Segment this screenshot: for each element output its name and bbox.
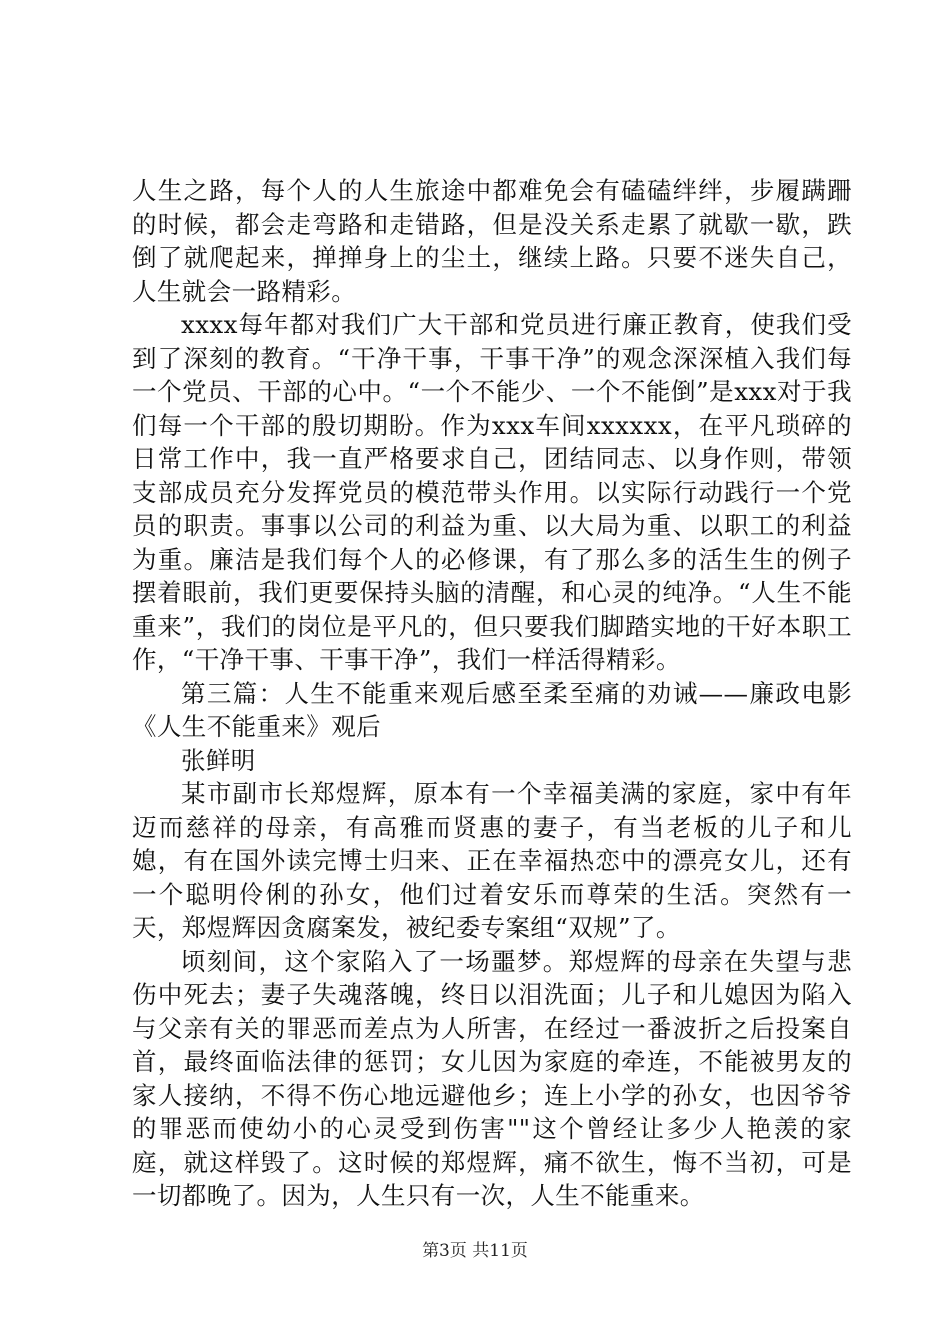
author-name: 张鲜明 (181, 745, 256, 775)
section-heading: 第三篇：人生不能重来观后感至柔至痛的劝诫——廉政电影《人生不能重来》观后 (132, 678, 852, 741)
paragraph-integrity-education: xxxx每年都对我们广大干部和党员进行廉正教育，使我们受到了深刻的教育。“干净干事，干事干净”的观念深深植入我们每一个党员、干部的心中。“一个不能少、一个不能倒”是xxx对于我们每一个干部的殷切期盼。作为xxx车间xxxxxx，在平凡琐碎的日常工作中，我一直严格要求自己，团结同志、以身作则，带领支部成员充分发挥党员的模范带头作用。以实际行动践行一个党员的职责。事事以公司的利益为重、以大局为重、以职工的利益为重。廉洁是我们每个人的必修课，有了那么多的活生生的例子摆着眼前，我们更要保持头脑的清醒，和心灵的纯净。“人生不能重来”，我们的岗位是平凡的，但只要我们脚踏实地的干好本职工作，“干净干事、干事干净”，我们一样活得精彩。 (132, 310, 852, 674)
paragraph-story-intro: 某市副市长郑煜辉，原本有一个幸福美满的家庭，家中有年迈而慈祥的母亲，有高雅而贤惠的妻子，有当老板的儿子和儿媳，有在国外读完博士归来、正在幸福热恋中的漂亮女儿，还有一个聪明伶俐的孙女，他们过着安乐而尊荣的生活。突然有一天，郑煜辉因贪腐案发，被纪委专案组“双规”了。 (132, 779, 852, 942)
paragraph-continuation: 人生之路，每个人的人生旅途中都难免会有磕磕绊绊，步履蹒跚的时候，都会走弯路和走错路，但是没关系走累了就歇一歇，跌倒了就爬起来，掸掸身上的尘土，继续上路。只要不迷失自己，人生就会一路精彩。 (132, 176, 852, 306)
page-number-footer: 第3页 共11页 (422, 1241, 528, 1261)
document-body (132, 174, 852, 1213)
paragraph-story-consequence: 顷刻间，这个家陷入了一场噩梦。郑煜辉的母亲在失望与悲伤中死去；妻子失魂落魄，终日以泪洗面；儿子和儿媳因为陷入与父亲有关的罪恶而差点为人所害，在经过一番波折之后投案自首，最终面临法律的惩罚；女儿因为家庭的牵连，不能被男友的家人接纳，不得不伤心地远避他乡；连上小学的孙女，也因爷爷的罪恶而使幼小的心灵受到伤害""这个曾经让多少人艳羡的家庭，就这样毁了。这时候的郑煜辉，痛不欲生，悔不当初，可是一切都晚了。因为，人生只有一次，人生不能重来。 (132, 946, 852, 1210)
